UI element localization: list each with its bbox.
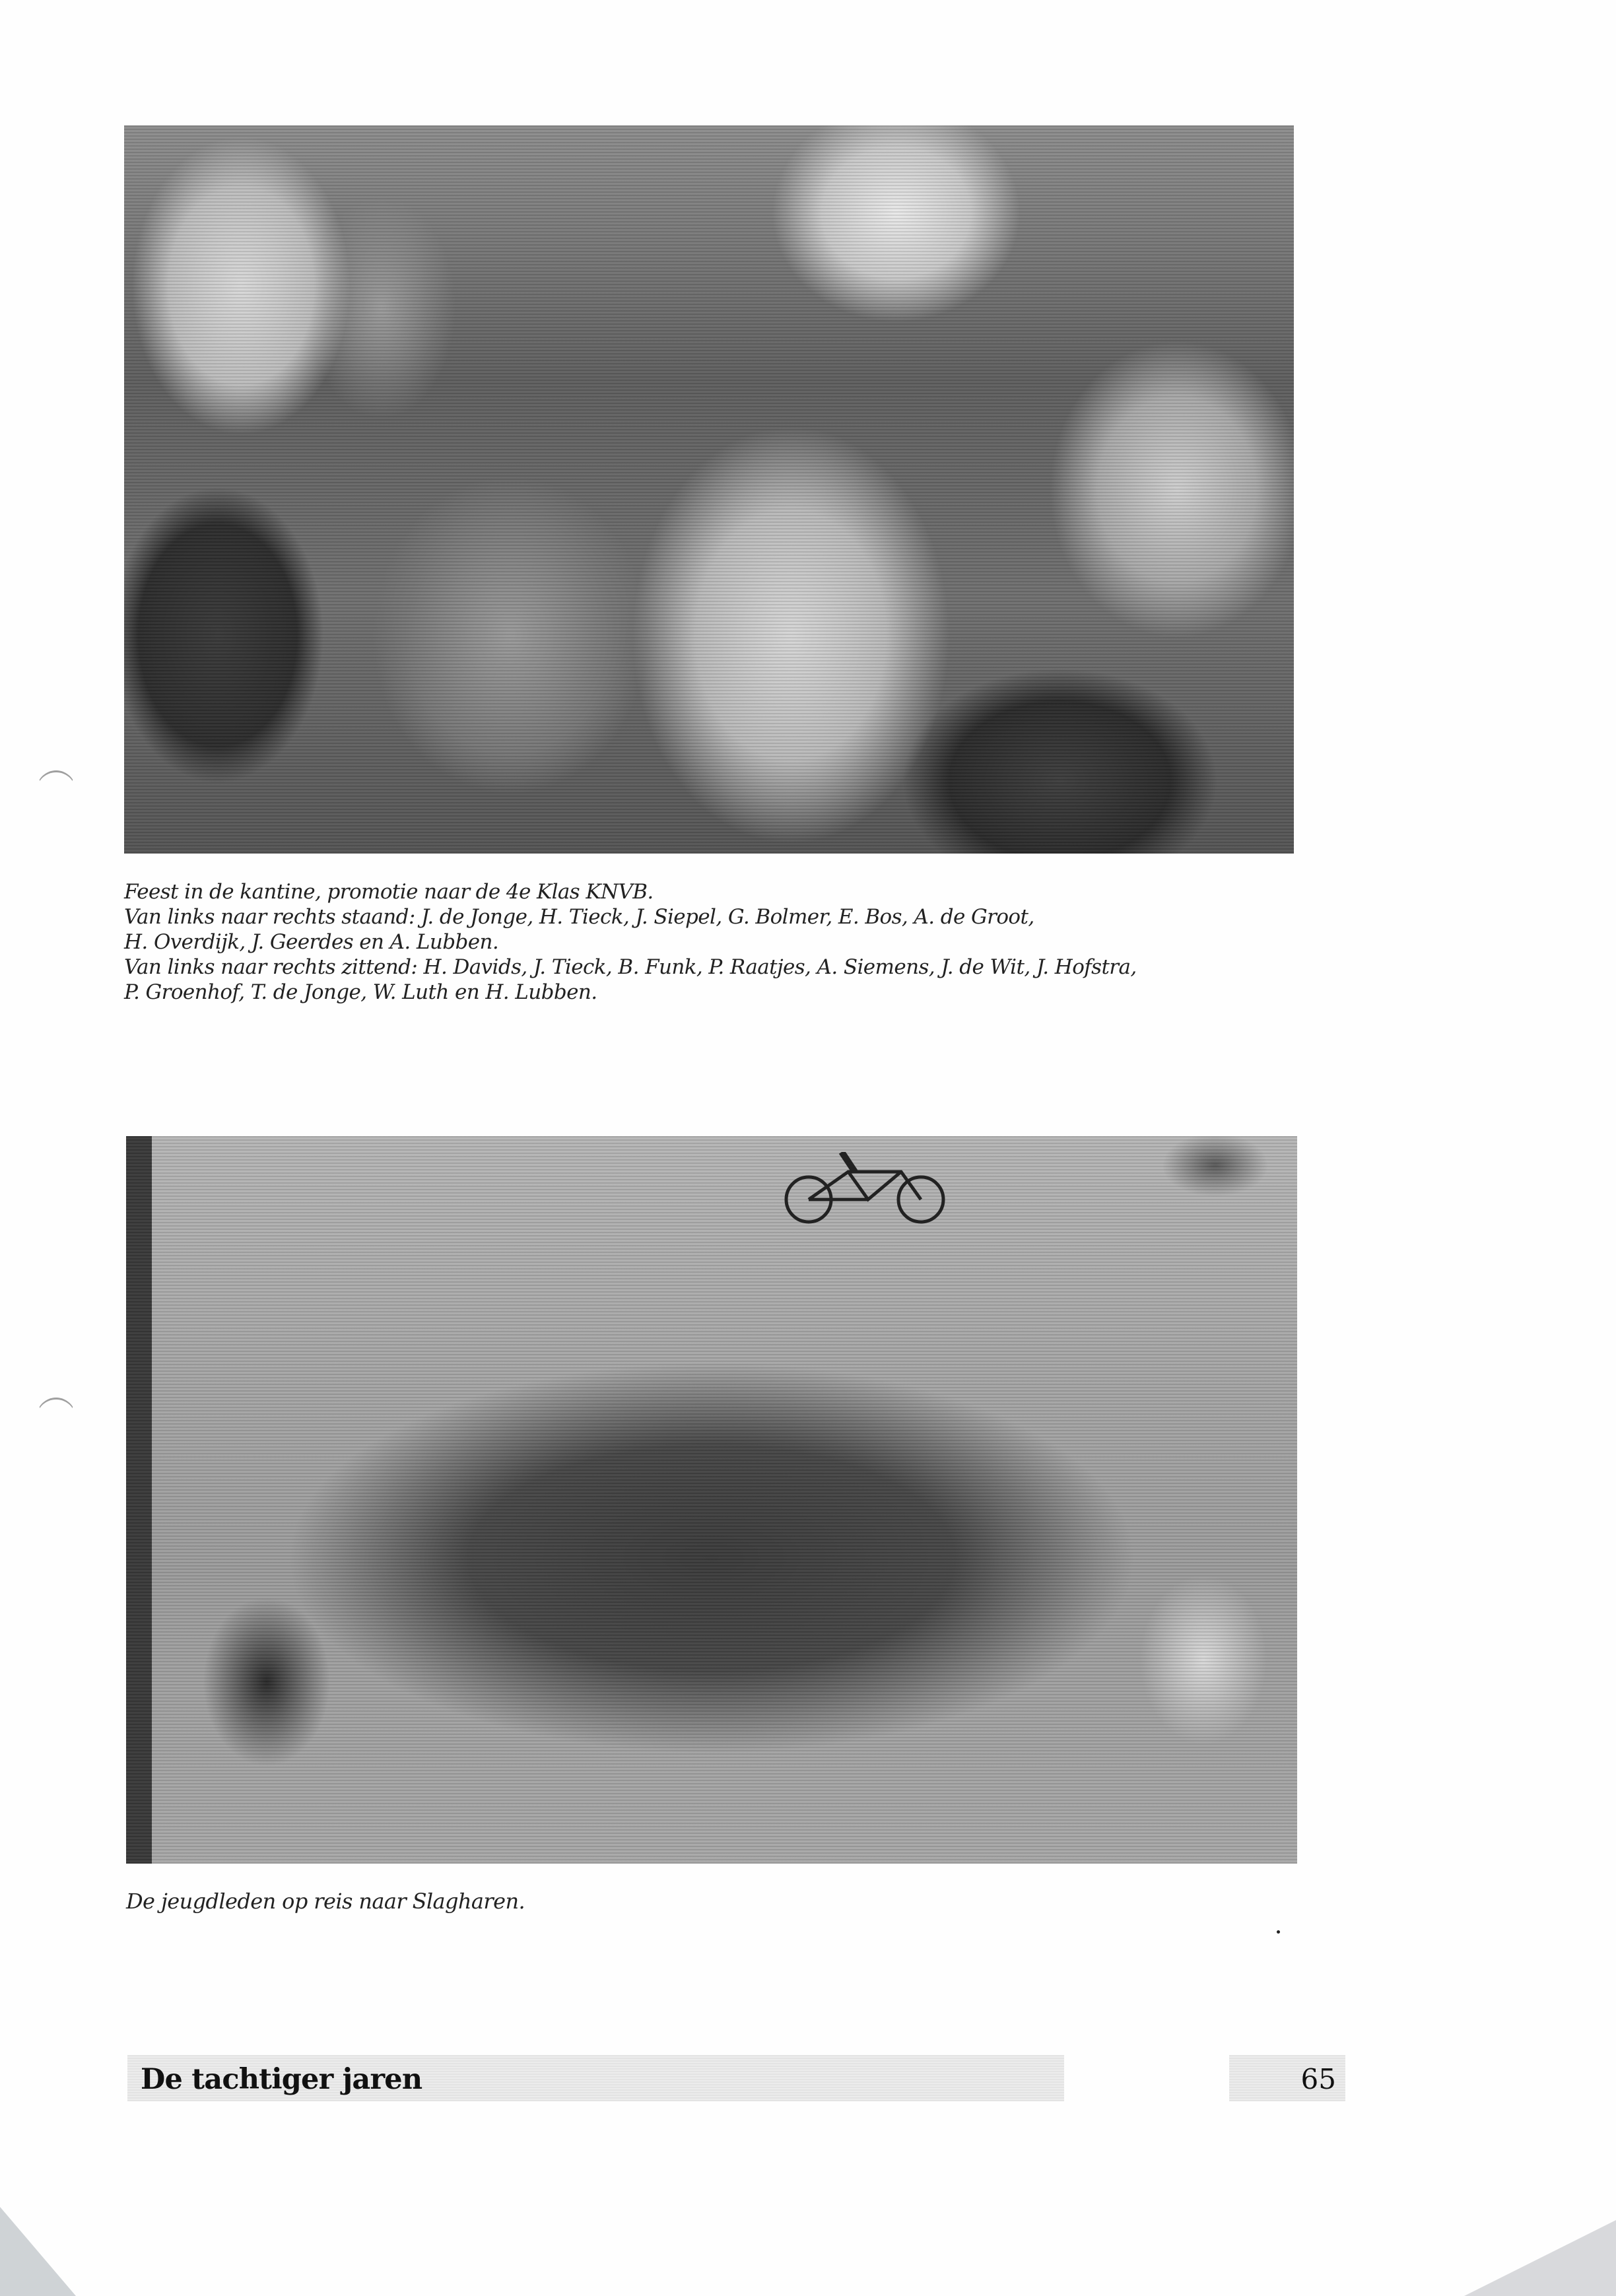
bicycle-icon [769, 1152, 967, 1225]
caption-line: H. Overdijk, J. Geerdes en A. Lubben. [124, 930, 499, 954]
clipped-corner [0, 2207, 76, 2296]
page-number-bar [1229, 2055, 1345, 2101]
caption-line: Van links naar rechts staand: J. de Jonge, H. Tieck, J. Siepel, G. Bolmer, E. Bos, A. de Groot, [124, 905, 1034, 929]
caption-line: Van links naar rechts zittend: H. Davids, J. Tieck, B. Funk, P. Raatjes, A. Siemens, J. de Wit, J. Hofstra, [124, 955, 1137, 979]
caption-line: Feest in de kantine, promotie naar de 4e Klas KNVB. [124, 880, 654, 904]
halftone-texture [124, 125, 1294, 854]
photo-2-caption: De jeugdleden op reis naar Slagharen. [126, 1889, 525, 1914]
youth-group-photo [126, 1136, 1297, 1864]
punch-hole-mark [36, 770, 76, 811]
photo-1-caption [124, 879, 1312, 1005]
canteen-celebration-photo [124, 125, 1294, 854]
print-speck [1277, 1930, 1280, 1934]
punch-hole-mark [36, 1398, 76, 1438]
section-title: De tachtiger jaren [141, 2063, 422, 2096]
halftone-texture [126, 1136, 1297, 1864]
clipped-corner [1464, 2220, 1616, 2296]
caption-line: P. Groenhof, T. de Jonge, W. Luth en H. Lubben. [124, 980, 597, 1004]
page-number: 65 [1300, 2063, 1336, 2095]
running-footer-bar [127, 2055, 1064, 2101]
